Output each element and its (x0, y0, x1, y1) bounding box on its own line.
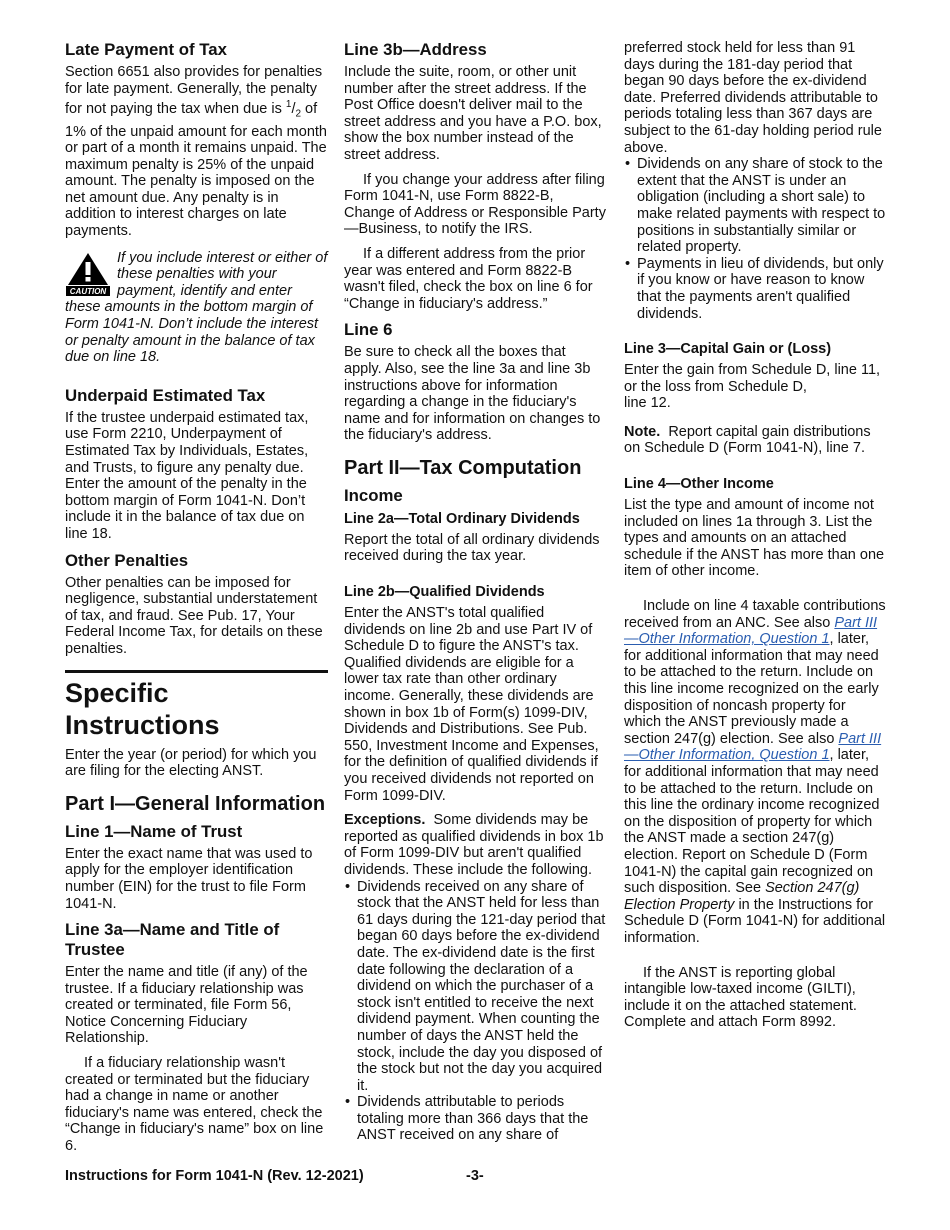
line2a-heading: Line 2a—Total Ordinary Dividends (344, 510, 580, 527)
line4-heading: Line 4—Other Income (624, 476, 774, 493)
line4-body3: If the ANST is reporting global intangible low-taxed income (GILTI), include it on the attached statement. Complete and attach Form 8992. (624, 964, 857, 1031)
line2a-body: Report the total of all ordinary dividends received during the tax year. (344, 531, 600, 565)
part3-question1-link[interactable]: Part III—Other Information, Question 1 (624, 614, 878, 648)
line6-heading: Line 6 (344, 320, 393, 340)
line2b-heading: Line 2b—Qualified Dividends (344, 584, 545, 601)
underpaid-body: If the trustee underpaid estimated tax, use Form 2210, Underpayment of Estimated Tax by Individuals, Estates, and Trusts, to figure any penalty due. Enter the amount of the penalty in the bottom margin of Form 1041-N. Don’t include it in the balance of tax due on line 18. (65, 409, 309, 542)
caution-note (65, 250, 328, 366)
part3-question1-link-2[interactable]: Part III—Other Information, Question 1 (624, 730, 882, 764)
page-number: -3- (466, 1168, 484, 1184)
line3b-body: Include the suite, room, or other unit number after the street address. If the Post Office doesn't deliver mail to the street address and you have a P.O. box, show the box number instead of the street address. (344, 64, 602, 163)
line3a-body2: If a fiduciary relationship wasn't created or terminated but the fiduciary had a change in name or another fiduciary's name was entered, check the “Change in fiduciary's name” box on line 6. (65, 1055, 324, 1155)
line3b-body3: If a different address from the prior year was entered and Form 8822-B wasn't filed, check the box on line 6 for “Change in fiduciary's address.” (344, 245, 593, 312)
part1-heading: Part I—General Information (65, 792, 326, 815)
late-payment-body: Section 6651 also provides for penalties for late payment. Generally, the penalty for not paying the tax when due is $^1/_2$ of 1% of the unpaid amount for each month or part of a month it remains unpaid. The maximum penalty is 25% of the unpaid amount. The penalty is imposed on the net amount due. Any penalty is in addition to interest charges on late payments. (65, 64, 327, 240)
column-1 (65, 40, 328, 1155)
line3-heading: Line 3—Capital Gain or (Loss) (624, 341, 832, 358)
exceptions-bullet-1: • Dividends received on any share of stock that the ANST held for less than 61 days during the 121-day period that began 60 days before the ex-dividend date. The ex-dividend date is the first date following the declaration of a dividend on which the purchaser of a stock isn't entitled to receive the next dividend payment. When counting the number of days the ANST held the stock, include the day you disposed of the stock but not the day you acquired it. (344, 879, 606, 1095)
line3b-body2: If you change your address after filing Form 1041-N, use Form 8822-B, Change of Address or Responsible Party—Business, to notify the IRS. (344, 171, 606, 238)
exceptions-body: Exceptions. Some dividends may be reported as qualified dividends in box 1b of Form 1099-DIV but aren't qualified dividends. These include the following. (344, 812, 604, 878)
exceptions-bullet-4: • Payments in lieu of dividends, but only if you know or have reason to know that the payments aren't qualified dividends. (624, 256, 886, 322)
column-2 (344, 40, 606, 1144)
part2-heading: Part II—Tax Computation (344, 456, 582, 479)
line3b-heading: Line 3b—Address (344, 40, 487, 59)
line6-body: Be sure to check all the boxes that apply. Also, see the line 3a and line 3b instructions above for information regarding a change in the fiduciary's name and for information on changes to the fiduciary's address. (344, 344, 601, 444)
line3a-body: Enter the name and title (if any) of the trustee. If a fiduciary relationship was created or terminated, file Form 56, Notice Concerning Fiduciary Relationship. (65, 964, 308, 1047)
other-penalties-body: Other penalties can be imposed for negligence, substantial understatement of tax, and fraud. See Pub. 17, Your Federal Income Tax, for details on these penalties. (65, 574, 323, 657)
line4-body: List the type and amount of income not included on lines 1a through 3. List the types and amounts on an attached schedule if the ANST has more than one item of other income. (624, 497, 885, 580)
caution-text: If you include interest or either of these penalties with your payment, identify and enter these amounts in the bottom margin of Form 1041-N. Don’t include the interest or penalty amount in the balance of tax due on line 18. (65, 249, 328, 366)
bullet-continued: preferred stock held for less than 91 days during the 181-day period that began 90 days before the ex-dividend date. Preferred dividends attributable to periods totaling less than 367 days are subject to the 61-day holding period rule above. (624, 40, 882, 156)
column-3 (624, 40, 886, 1031)
line2b-body: Enter the ANST's total qualified dividends on line 2b and use Part IV of Schedule D to figure the ANST's tax. Qualified dividends are eligible for a lower tax rate than other ordinary income. Generally, these dividends are shown in box 1b of Form(s) 1099-DIV, Dividends and Distributions. See Pub. 550, Investment Income and Expenses, for the definition of qualified dividends if you received dividends not reported on Form 1099-DIV. (344, 605, 599, 804)
specific-instructions-heading: Specific Instructions (65, 670, 328, 741)
caution-icon (65, 250, 111, 296)
footer-title: Instructions for Form 1041-N (Rev. 12-2021) (65, 1168, 364, 1184)
income-subheading: Income (344, 485, 403, 505)
line4-body2: Include on line 4 taxable contributions received from an ANC. See also Part III—Other Information, Question 1, later, for additional information that may need to be attached to the return. Include on this line income recognized on the early disposition of noncash property for which the ANST previously made a section 247(g) election. See also Part III—Other Information, Question 1, later, for additional information that may need to be attached to the return. Include on this line the ordinary income recognized on the disposition of property for which the ANST made a section 247(g) election. Report on Schedule D (Form 1041-N) the capital gain recognized on such disposition. See Section 247(g) Election Property in the Instructions for Schedule D (Form 1041-N) for additional information. (624, 598, 886, 946)
svg-text:CAUTION: CAUTION (69, 286, 107, 296)
other-penalties-heading: Other Penalties (65, 550, 189, 570)
line1-body: Enter the exact name that was used to apply for the employer identification number (EIN) for the trust to file Form 1041-N. (65, 845, 313, 912)
specific-instructions-body: Enter the year (or period) for which you are filing for the electing ANST. (65, 746, 317, 780)
exceptions-bullet-3: • Dividends on any share of stock to the extent that the ANST is under an obligation (including a short sale) to make related payments with respect to positions in substantially similar or related property. (624, 156, 886, 256)
line3-body: Enter the gain from Schedule D, line 11, or the loss from Schedule D, line 12. (624, 362, 881, 412)
line1-heading: Line 1—Name of Trust (65, 821, 243, 841)
note-body: Note. Report capital gain distributions on Schedule D (Form 1041-N), line 7. (624, 423, 871, 457)
underpaid-heading: Underpaid Estimated Tax (65, 385, 266, 405)
late-payment-heading: Late Payment of Tax (65, 40, 227, 59)
exceptions-bullet-2: • Dividends attributable to periods totaling more than 366 days that the ANST received on any share of (344, 1094, 606, 1144)
line3a-heading: Line 3a—Name and Title of Trustee (65, 920, 280, 960)
